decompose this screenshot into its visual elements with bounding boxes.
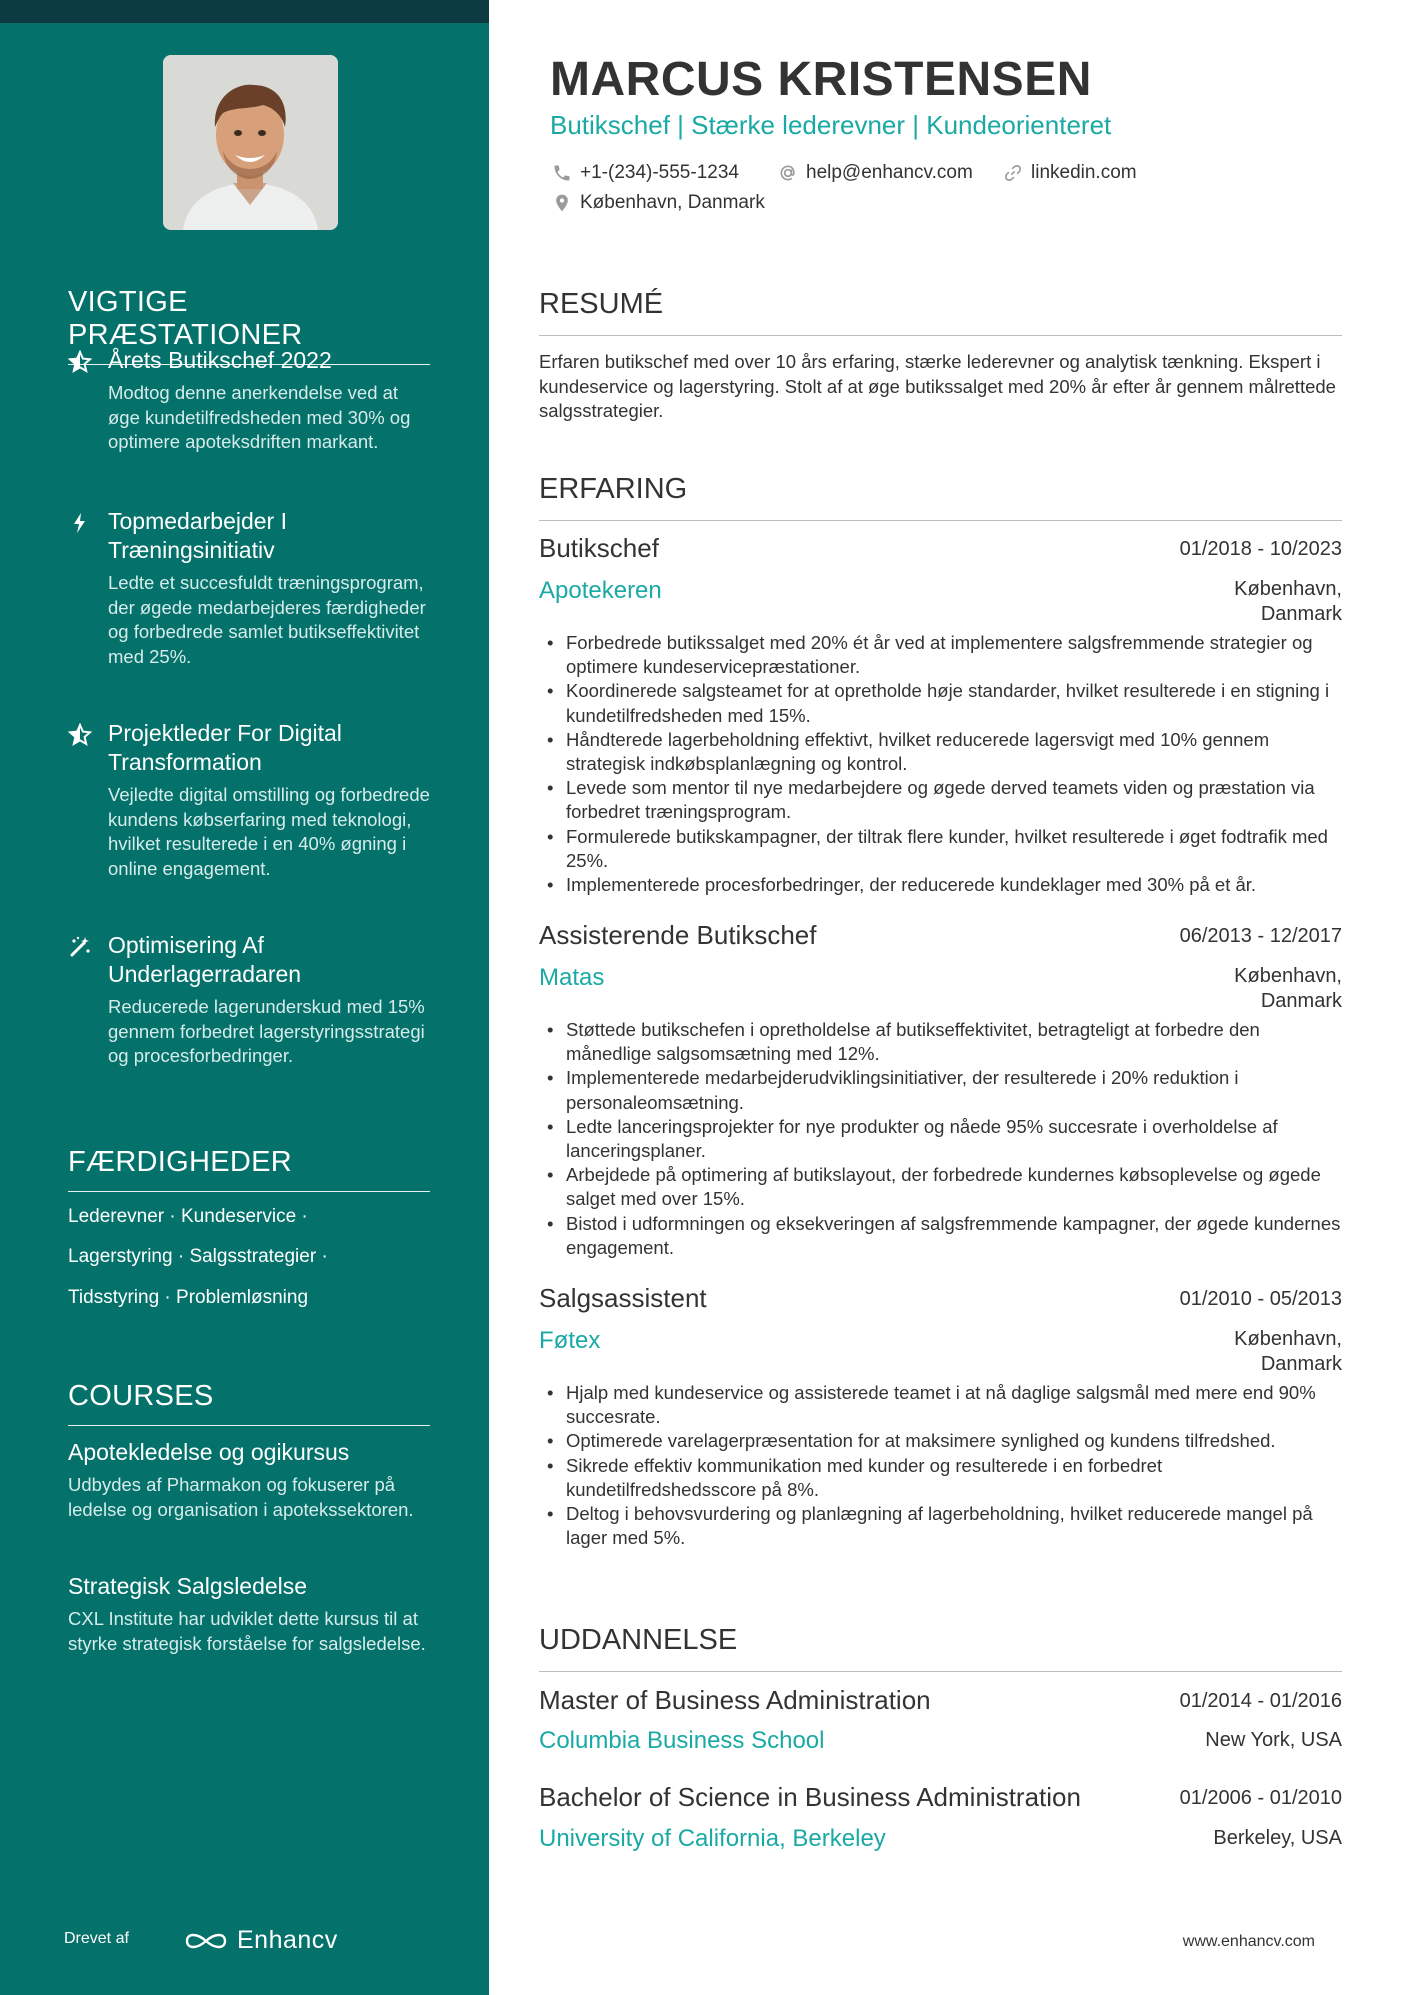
job-location: København, Danmark [1234,578,1342,625]
job-bullet: • Håndterede lagerbeholdning effektivt, hvilket reducerede lagersvigt med 10% gennem strategisk indkøbsplanlægning og kontrol. [539,728,1344,776]
phone-text: +1-(234)-555-1234 [580,162,739,183]
achievement-item [68,346,433,455]
education-dates: 01/2014 - 01/2016 [1179,1690,1342,1712]
candidate-tagline: Butikschef | Stærke lederevner | Kundeorienteret [550,110,1112,140]
job-title: Salgsassistent [539,1283,707,1313]
location-text: København, Danmark [580,192,765,213]
phone-icon [552,163,572,183]
job-bullet: • Bistod i udformningen og eksekveringen af salgsfremmende kampagner, der øgede kundernes engagement. [539,1212,1344,1260]
job-bullet: • Formulerede butikskampagner, der tiltrak flere kunder, hvilket resulterede i øget fodtrafik med 25%. [539,825,1344,873]
job-title: Butikschef [539,533,659,563]
job-bullet: • Koordinerede salgsteamet for at opretholde høje standarder, hvilket resulterede i en stigning i kundetilfredsheden med 15%. [539,679,1344,727]
education-school: Columbia Business School [539,1727,825,1754]
education-degree: Bachelor of Science in Business Administration [539,1782,1081,1812]
education-location: New York, USA [1205,1729,1342,1751]
achievement-title: Optimisering Af Underlagerradaren [108,932,302,987]
sidebar-top-band [0,0,489,23]
education-dates: 01/2006 - 01/2010 [1179,1787,1342,1809]
course-title: Strategisk Salgsledelse [68,1573,308,1599]
job-location: København, Danmark [1234,965,1342,1012]
courses-heading: COURSES [68,1380,430,1426]
achievement-description: Modtog denne anerkendelse ved at øge kundetilfredsheden med 30% og optimere apoteksdriften markant. [108,382,411,452]
experience-heading: ERFARING [539,473,1342,521]
powered-by-label: Drevet af [64,1930,129,1947]
job-bullet: • Sikrede effektiv kommunikation med kunder og resulterede i en forbedret kundetilfredshedsscore på 8%. [539,1454,1344,1502]
contact-linkedin[interactable] [1003,162,1137,184]
achievement-description: Reducerede lagerunderskud med 15% gennem forbedret lagerstyringsstrategi og procesforbedringer. [108,996,425,1066]
contact-location [552,192,765,214]
enhancv-logo[interactable] [183,1926,338,1955]
achievement-description: Ledte et succesfuldt træningsprogram, der øgede medarbejderes færdigheder og forbedrede samlet butikseffektivitet med 25%. [108,572,426,667]
course-item [68,1438,433,1522]
job-dates: 01/2010 - 05/2013 [1179,1288,1342,1310]
location-pin-icon [552,193,572,213]
course-title: Apotekledelse og ogikursus [68,1439,350,1465]
brand-name: Enhancv [237,1926,338,1954]
job-bullet: • Deltog i behovsvurdering og planlægning af lagerbeholdning, hvilket reducerede mangel på lager med 5%. [539,1502,1344,1550]
enhancv-logo-icon [183,1929,229,1953]
achievement-item [68,719,433,881]
at-icon [778,163,798,183]
job-dates: 01/2018 - 10/2023 [1179,538,1342,560]
job-bullet: • Støttede butikschefen i opretholdelse af butikseffektivitet, betragteligt at forbedre den månedlige salgsomsætning med 12%. [539,1018,1344,1066]
summary-heading: RESUMÉ [539,288,1342,336]
job-bullet: • Ledte lanceringsprojekter for nye produkter og nåede 95% succesrate i overholdelse af lanceringsplaner. [539,1115,1344,1163]
contact-email[interactable] [778,162,973,184]
skills-heading: FÆRDIGHEDER [68,1146,430,1192]
course-item [68,1572,433,1656]
email-text: help@enhancv.com [806,162,973,183]
candidate-name: MARCUS KRISTENSEN [550,53,1092,106]
job-bullet: • Forbedrede butikssalget med 20% ét år ved at implementere salgsfremmende strategier og optimere kundeservicepræstationer. [539,631,1344,679]
star-icon [68,723,92,747]
achievements-heading: VIGTIGE PRÆSTATIONER [68,286,430,365]
skills-line: Tidsstyring · Problemløsning [68,1287,309,1308]
education-location: Berkeley, USA [1213,1827,1342,1849]
job-dates: 06/2013 - 12/2017 [1179,925,1342,947]
achievement-title: Projektleder For Digital Transformation [108,720,342,775]
summary-text: Erfaren butikschef med over 10 års erfaring, stærke lederevner og analytisk tænkning. Ekspert i kundeservice og lagerstyring. Stolt af at øge butikssalget med 20% år efter år gennem målrettede salgsstrategier. [539,351,1336,421]
job-company: Apotekeren [539,577,662,604]
skills-line: Lederevner · Kundeservice · [68,1206,308,1227]
job-company: Matas [539,964,605,991]
star-icon [68,350,92,374]
job-bullet-list [539,1018,1344,1260]
job-bullet: • Implementerede medarbejderudviklingsinitiativer, der resulterede i 20% reduktion i personaleomsætning. [539,1066,1344,1114]
education-school: University of California, Berkeley [539,1825,886,1852]
job-bullet: • Implementerede procesforbedringer, der reducerede kundeklager med 30% på et år. [539,873,1344,897]
job-bullet: • Hjalp med kundeservice og assisterede teamet i at nå daglige salgsmål med mere end 90% succesrate. [539,1381,1344,1429]
profile-photo [163,55,338,230]
achievement-item [68,507,433,669]
sidebar [0,0,489,1995]
achievement-title: Topmedarbejder I Træningsinitiativ [108,508,287,563]
job-company: Føtex [539,1327,601,1354]
job-bullet: • Arbejdede på optimering af butikslayout, der forbedrede kundernes købsoplevelse og øgede salget med over 15%. [539,1163,1344,1211]
magic-wand-icon [68,935,92,959]
lightning-icon [68,511,92,535]
job-bullet: • Levede som mentor til nye medarbejdere og øgede derved teamets viden og præstation via forbedret træningsprogram. [539,776,1344,824]
skills-line: Lagerstyring · Salgsstrategier · [68,1246,328,1267]
achievement-title: Årets Butikschef 2022 [108,347,332,373]
website-link[interactable]: www.enhancv.com [1182,1933,1315,1950]
education-heading: UDDANNELSE [539,1624,1342,1672]
course-description: Udbydes af Pharmakon og fokuserer på ledelse og organisation i apotekssektoren. [68,1474,414,1520]
linkedin-text: linkedin.com [1031,162,1137,183]
job-bullet-list [539,1381,1344,1550]
job-bullet-list [539,631,1344,897]
achievement-description: Vejledte digital omstilling og forbedrede kundens købserfaring med teknologi, hvilket resulterede i en 40% øgning i online engagement. [108,784,430,879]
job-title: Assisterende Butikschef [539,920,817,950]
link-icon [1003,163,1023,183]
course-description: CXL Institute har udviklet dette kursus til at styrke strategisk forståelse for salgsledelse. [68,1608,426,1654]
achievement-item [68,931,433,1069]
education-degree: Master of Business Administration [539,1685,931,1715]
job-bullet: • Optimerede varelagerpræsentation for at maksimere synlighed og kundens tilfredshed. [539,1429,1344,1453]
contact-phone[interactable] [552,162,739,184]
job-location: København, Danmark [1234,1328,1342,1375]
